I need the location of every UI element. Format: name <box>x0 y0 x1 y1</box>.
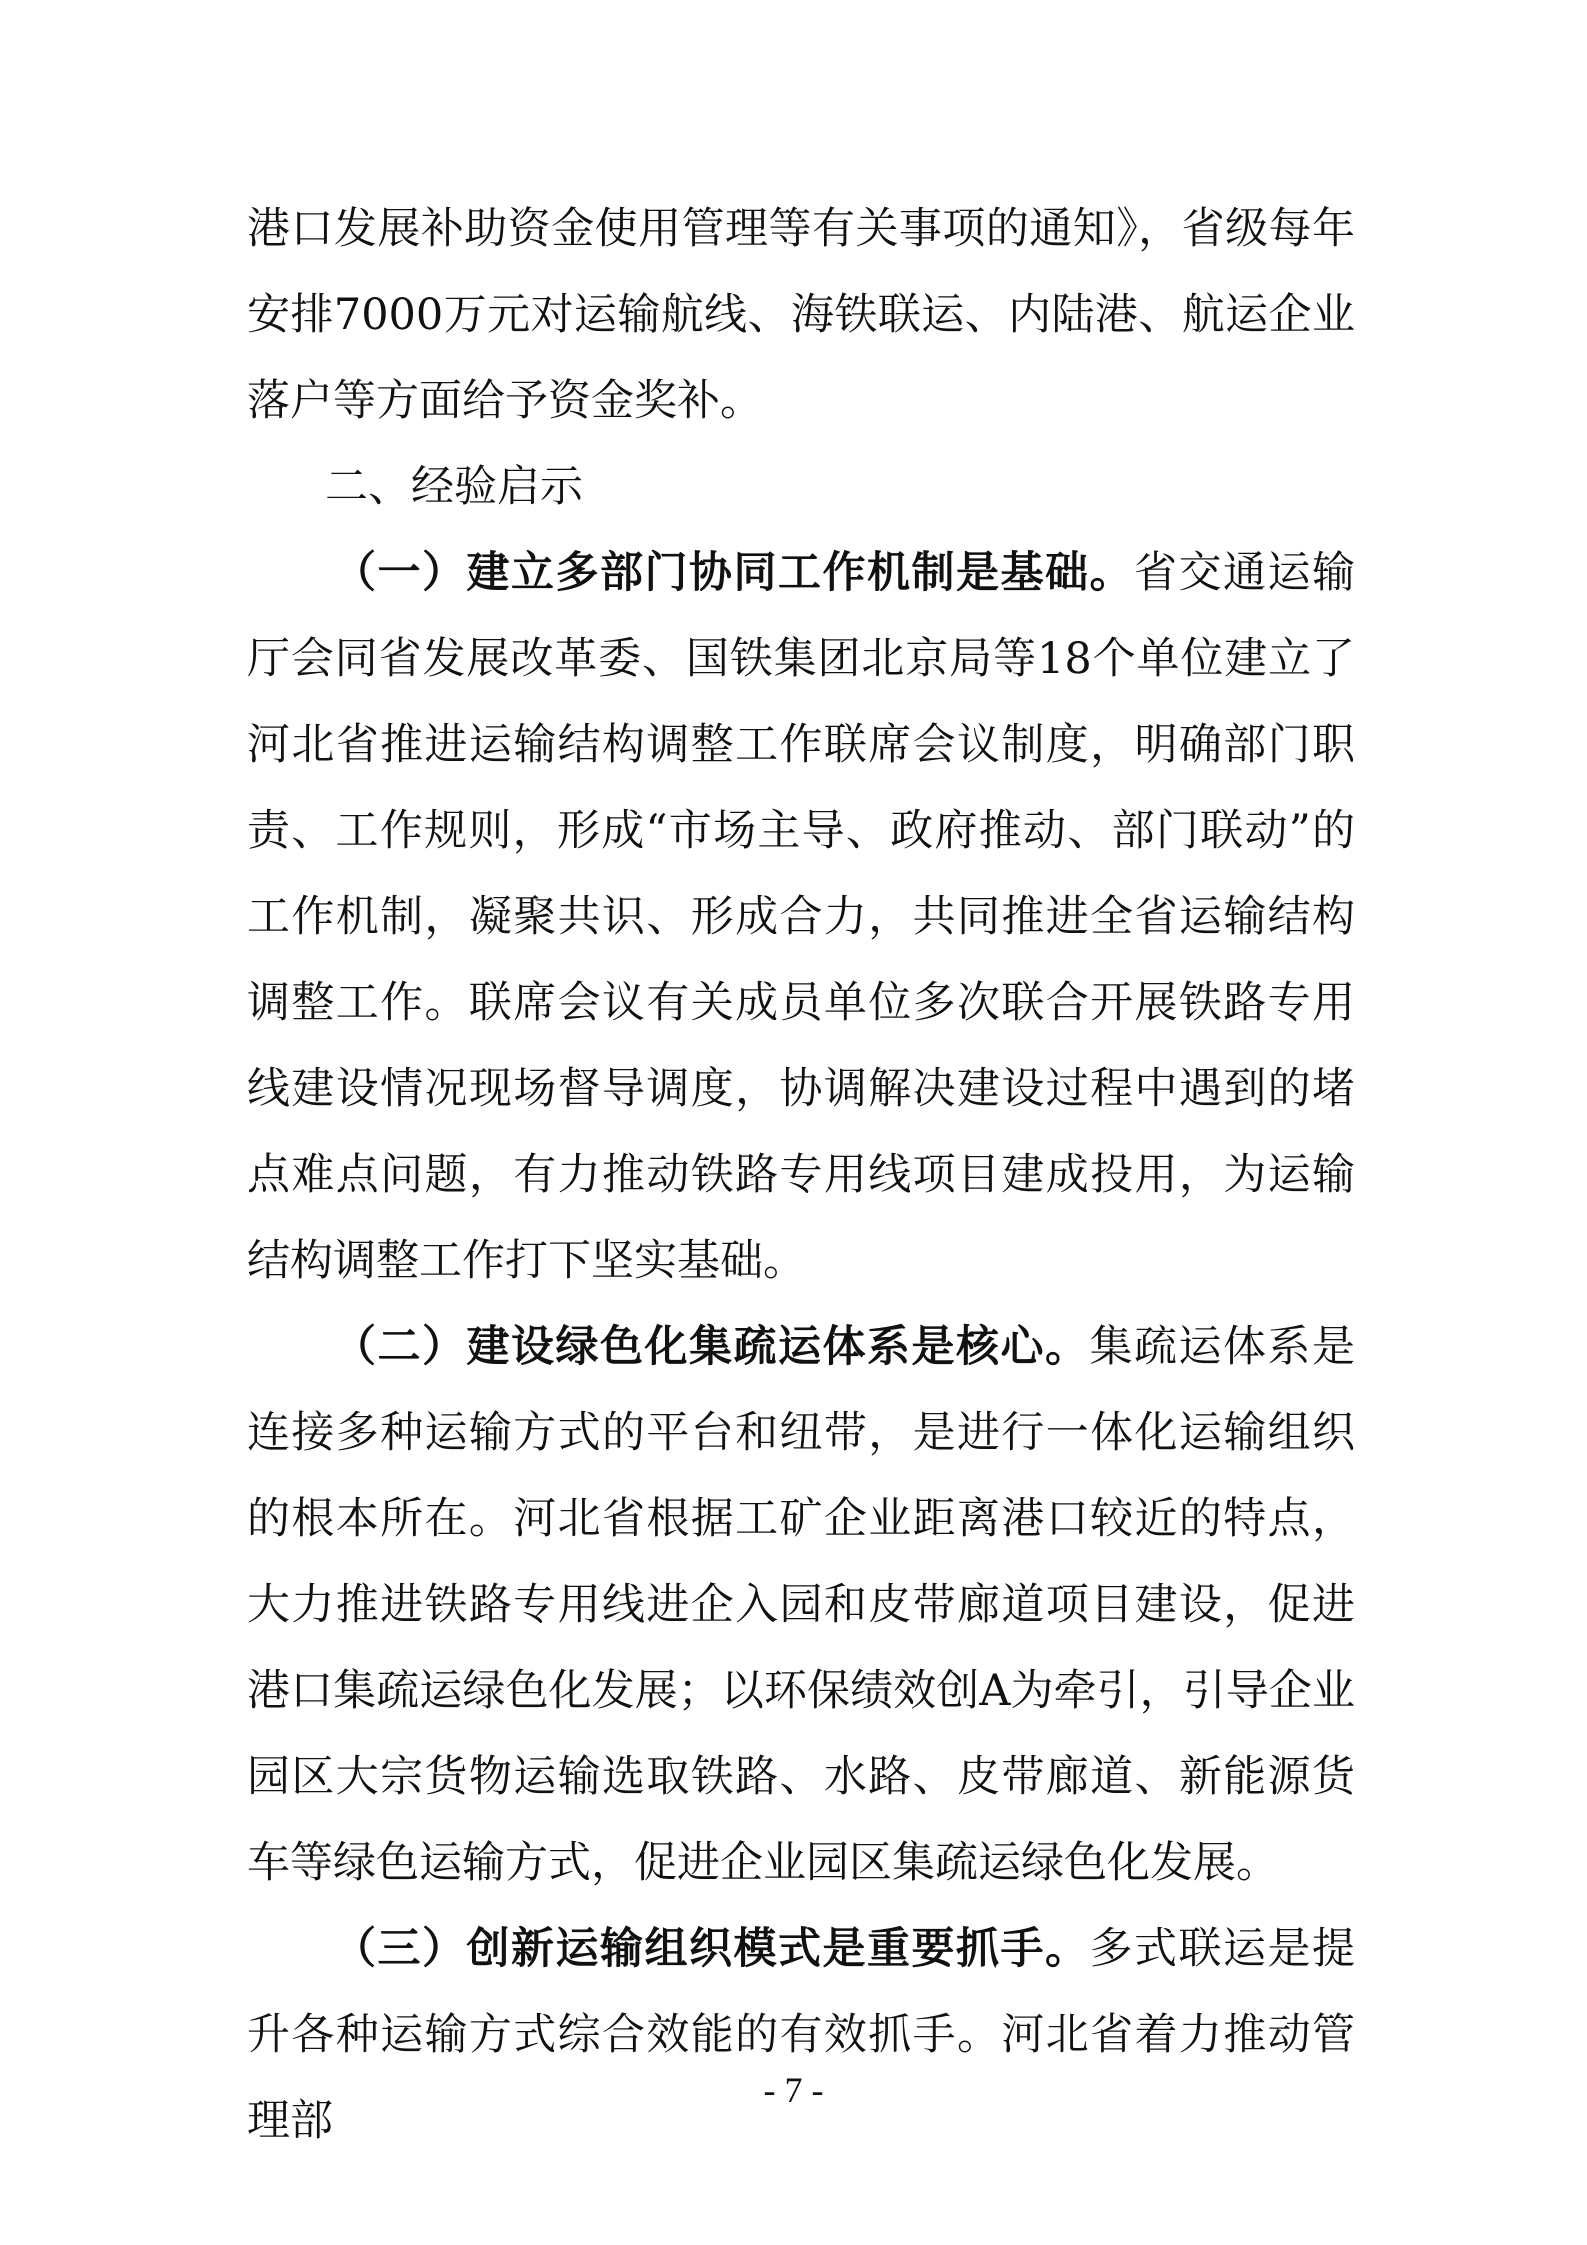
subsection-paragraph-1 <box>247 530 1355 1304</box>
body-text <box>247 186 1355 2164</box>
section-heading: 二、经验启示 <box>325 462 583 512</box>
continuation-paragraph: 港口发展补助资金使用管理等有关事项的通知》，省级每年安排7000万元对运输航线、海铁联运、内陆港、航运企业落户等方面给予资金奖补。 <box>247 204 1355 426</box>
subsection-body-3: 多式联运是提升各种运输方式综合效能的有效抓手。河北省着力推动管理部 <box>247 1924 1355 2146</box>
subsection-paragraph-3 <box>247 1906 1355 2164</box>
subsection-paragraph-2 <box>247 1304 1355 1906</box>
subsection-body-1: 省交通运输厅会同省发展改革委、国铁集团北京局等18个单位建立了河北省推进运输结构调整工作联席会议制度，明确部门职责、工作规则，形成“市场主导、政府推动、部门联动”的工作机制，凝聚共识、形成合力，共同推进全省运输结构调整工作。联席会议有关成员单位多次联合开展铁路专用线建设情况现场督导调度，协调解决建设过程中遇到的堵点难点问题，有力推动铁路专用线项目建成投用，为运输结构调整工作打下坚实基础。 <box>247 548 1355 1286</box>
subsection-body-2: 集疏运体系是连接多种运输方式的平台和纽带，是进行一体化运输组织的根本所在。河北省根据工矿企业距离港口较近的特点，大力推进铁路专用线进企入园和皮带廊道项目建设，促进港口集疏运绿色化发展；以环保绩效创A为牵引，引导企业园区大宗货物运输选取铁路、水路、皮带廊道、新能源货车等绿色运输方式，促进企业园区集疏运绿色化发展。 <box>247 1322 1355 1888</box>
subsection-heading-2: （二）建设绿色化集疏运体系是核心。 <box>333 1322 1090 1372</box>
subsection-heading-3: （三）创新运输组织模式是重要抓手。 <box>333 1924 1090 1974</box>
subsection-heading-1: （一）建立多部门协同工作机制是基础。 <box>333 548 1134 598</box>
page-number: - 7 - <box>763 2070 824 2110</box>
